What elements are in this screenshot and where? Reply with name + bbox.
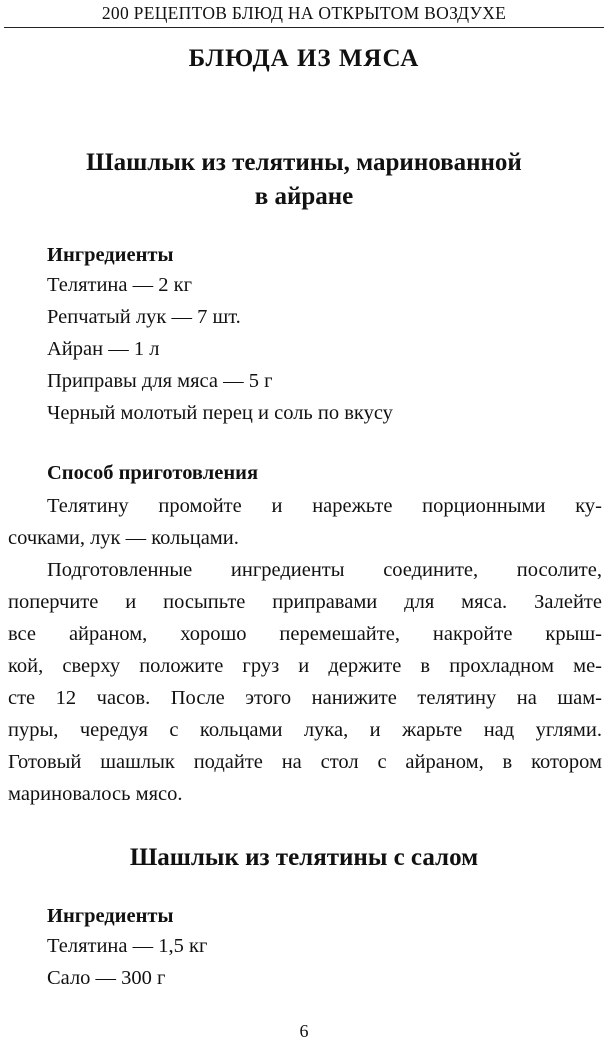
method-text [8, 490, 602, 810]
ingredient-item: Телятина — 2 кг [47, 274, 192, 296]
method-line: поперчите и посыпьте приправами для мяса. Залейте [8, 591, 602, 613]
method-line: сте 12 часов. После этого нанижите телятину на шам- [8, 687, 602, 709]
method-heading: Способ приготовления [47, 462, 259, 484]
method-line: мариновалось мясо. [8, 783, 183, 805]
page-number: 6 [299, 1021, 309, 1041]
recipe-title-line-1: Шашлык из телятины, маринованной [86, 149, 522, 176]
header-rule [4, 27, 604, 28]
method-line: все айраном, хорошо перемешайте, накройте крыш- [8, 623, 602, 645]
running-head: 200 РЕЦЕПТОВ БЛЮД НА ОТКРЫТОМ ВОЗДУХЕ [101, 3, 507, 23]
ingredient-item: Сало — 300 г [47, 967, 166, 989]
ingredients-heading: Ингредиенты [47, 244, 174, 266]
recipe-title-line-2: в айране [254, 183, 354, 210]
method-line: Готовый шашлык подайте на стол с айраном, в котором [8, 751, 602, 773]
ingredients-list-2 [47, 930, 207, 994]
ingredient-item: Репчатый лук — 7 шт. [47, 306, 241, 328]
ingredient-item: Черный молотый перец и соль по вкусу [47, 402, 393, 424]
method-line: кой, сверху положите груз и держите в прохладном ме- [8, 655, 602, 677]
ingredient-item: Телятина — 1,5 кг [47, 935, 208, 957]
method-line: сочками, лук — кольцами. [8, 527, 239, 549]
recipe-title-2: Шашлык из телятины с салом [129, 844, 479, 871]
section-title: БЛЮДА ИЗ МЯСА [188, 45, 420, 72]
method-line: Телятину промойте и нарежьте порционными ку- [47, 495, 602, 517]
ingredients-list [47, 269, 393, 429]
ingredients-heading-2: Ингредиенты [47, 905, 174, 927]
method-line: пуры, чередуя с кольцами лука, и жарьте над углями. [8, 719, 602, 741]
ingredient-item: Приправы для мяса — 5 г [47, 370, 273, 392]
ingredient-item: Айран — 1 л [47, 338, 160, 360]
method-line: Подготовленные ингредиенты соедините, посолите, [47, 559, 602, 581]
